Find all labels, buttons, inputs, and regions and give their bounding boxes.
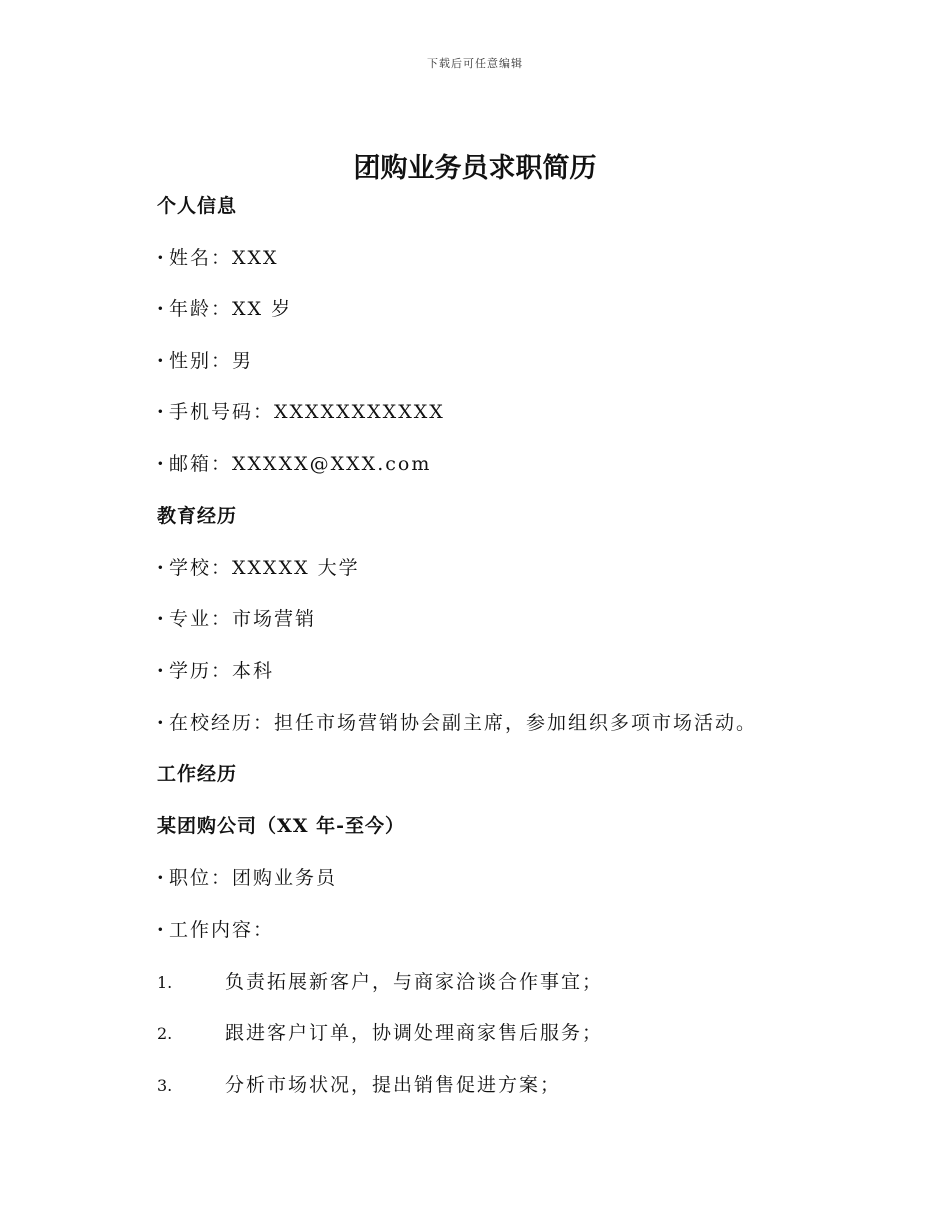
item-number: 2.	[157, 1024, 173, 1043]
list-item-text: 学校：XXXXX 大学	[169, 557, 360, 579]
numbered-item-text: 分析市场状况，提出销售促进方案；	[225, 1074, 562, 1096]
list-item	[157, 711, 757, 735]
list-item	[157, 659, 274, 683]
item-number: 3.	[157, 1076, 173, 1095]
list-item-text: 性别：男	[169, 350, 254, 372]
bullet: ·	[157, 401, 166, 423]
section-heading-work: 工作经历	[157, 763, 238, 785]
document-title: 团购业务员求职简历	[353, 153, 597, 184]
list-item	[157, 556, 360, 580]
numbered-item	[157, 1021, 603, 1046]
bullet: ·	[157, 298, 166, 320]
bullet: ·	[157, 608, 166, 630]
list-item	[157, 297, 292, 321]
item-number: 1.	[157, 973, 173, 992]
list-item	[157, 607, 316, 631]
numbered-item-text: 跟进客户订单，协调处理商家售后服务；	[225, 1022, 604, 1044]
bullet: ·	[157, 919, 166, 941]
list-item-text: 学历：本科	[169, 660, 275, 682]
list-item-text: 邮箱：XXXXX@XXX.com	[169, 453, 432, 475]
list-item-text: 姓名：XXX	[169, 247, 279, 269]
bullet: ·	[157, 350, 166, 372]
bullet: ·	[157, 867, 166, 889]
section-heading-education: 教育经历	[157, 505, 238, 527]
list-item-text: 手机号码：XXXXXXXXXXX	[169, 401, 445, 423]
numbered-item	[157, 1073, 561, 1098]
list-item-text: 职位：团购业务员	[169, 867, 338, 889]
bullet: ·	[157, 660, 166, 682]
list-item	[157, 866, 337, 890]
section-heading-personal: 个人信息	[157, 195, 238, 217]
numbered-item	[157, 970, 603, 995]
list-item	[157, 452, 431, 476]
header-note: 下载后可任意编辑	[427, 57, 523, 70]
bullet: ·	[157, 712, 166, 734]
list-item-text: 在校经历：担任市场营销协会副主席，参加组织多项市场活动。	[169, 712, 758, 734]
bullet: ·	[157, 453, 166, 475]
list-item	[157, 246, 279, 270]
bullet: ·	[157, 557, 166, 579]
list-item-text: 年龄：XX 岁	[169, 298, 293, 320]
list-item-text: 工作内容：	[169, 919, 275, 941]
list-item	[157, 349, 253, 373]
list-item-text: 专业：市场营销	[169, 608, 317, 630]
list-item	[157, 400, 445, 424]
numbered-item-text: 负责拓展新客户，与商家洽谈合作事宜；	[225, 971, 604, 993]
list-item	[157, 918, 274, 942]
company-heading: 某团购公司（XX 年-至今）	[157, 815, 405, 837]
bullet: ·	[157, 247, 166, 269]
